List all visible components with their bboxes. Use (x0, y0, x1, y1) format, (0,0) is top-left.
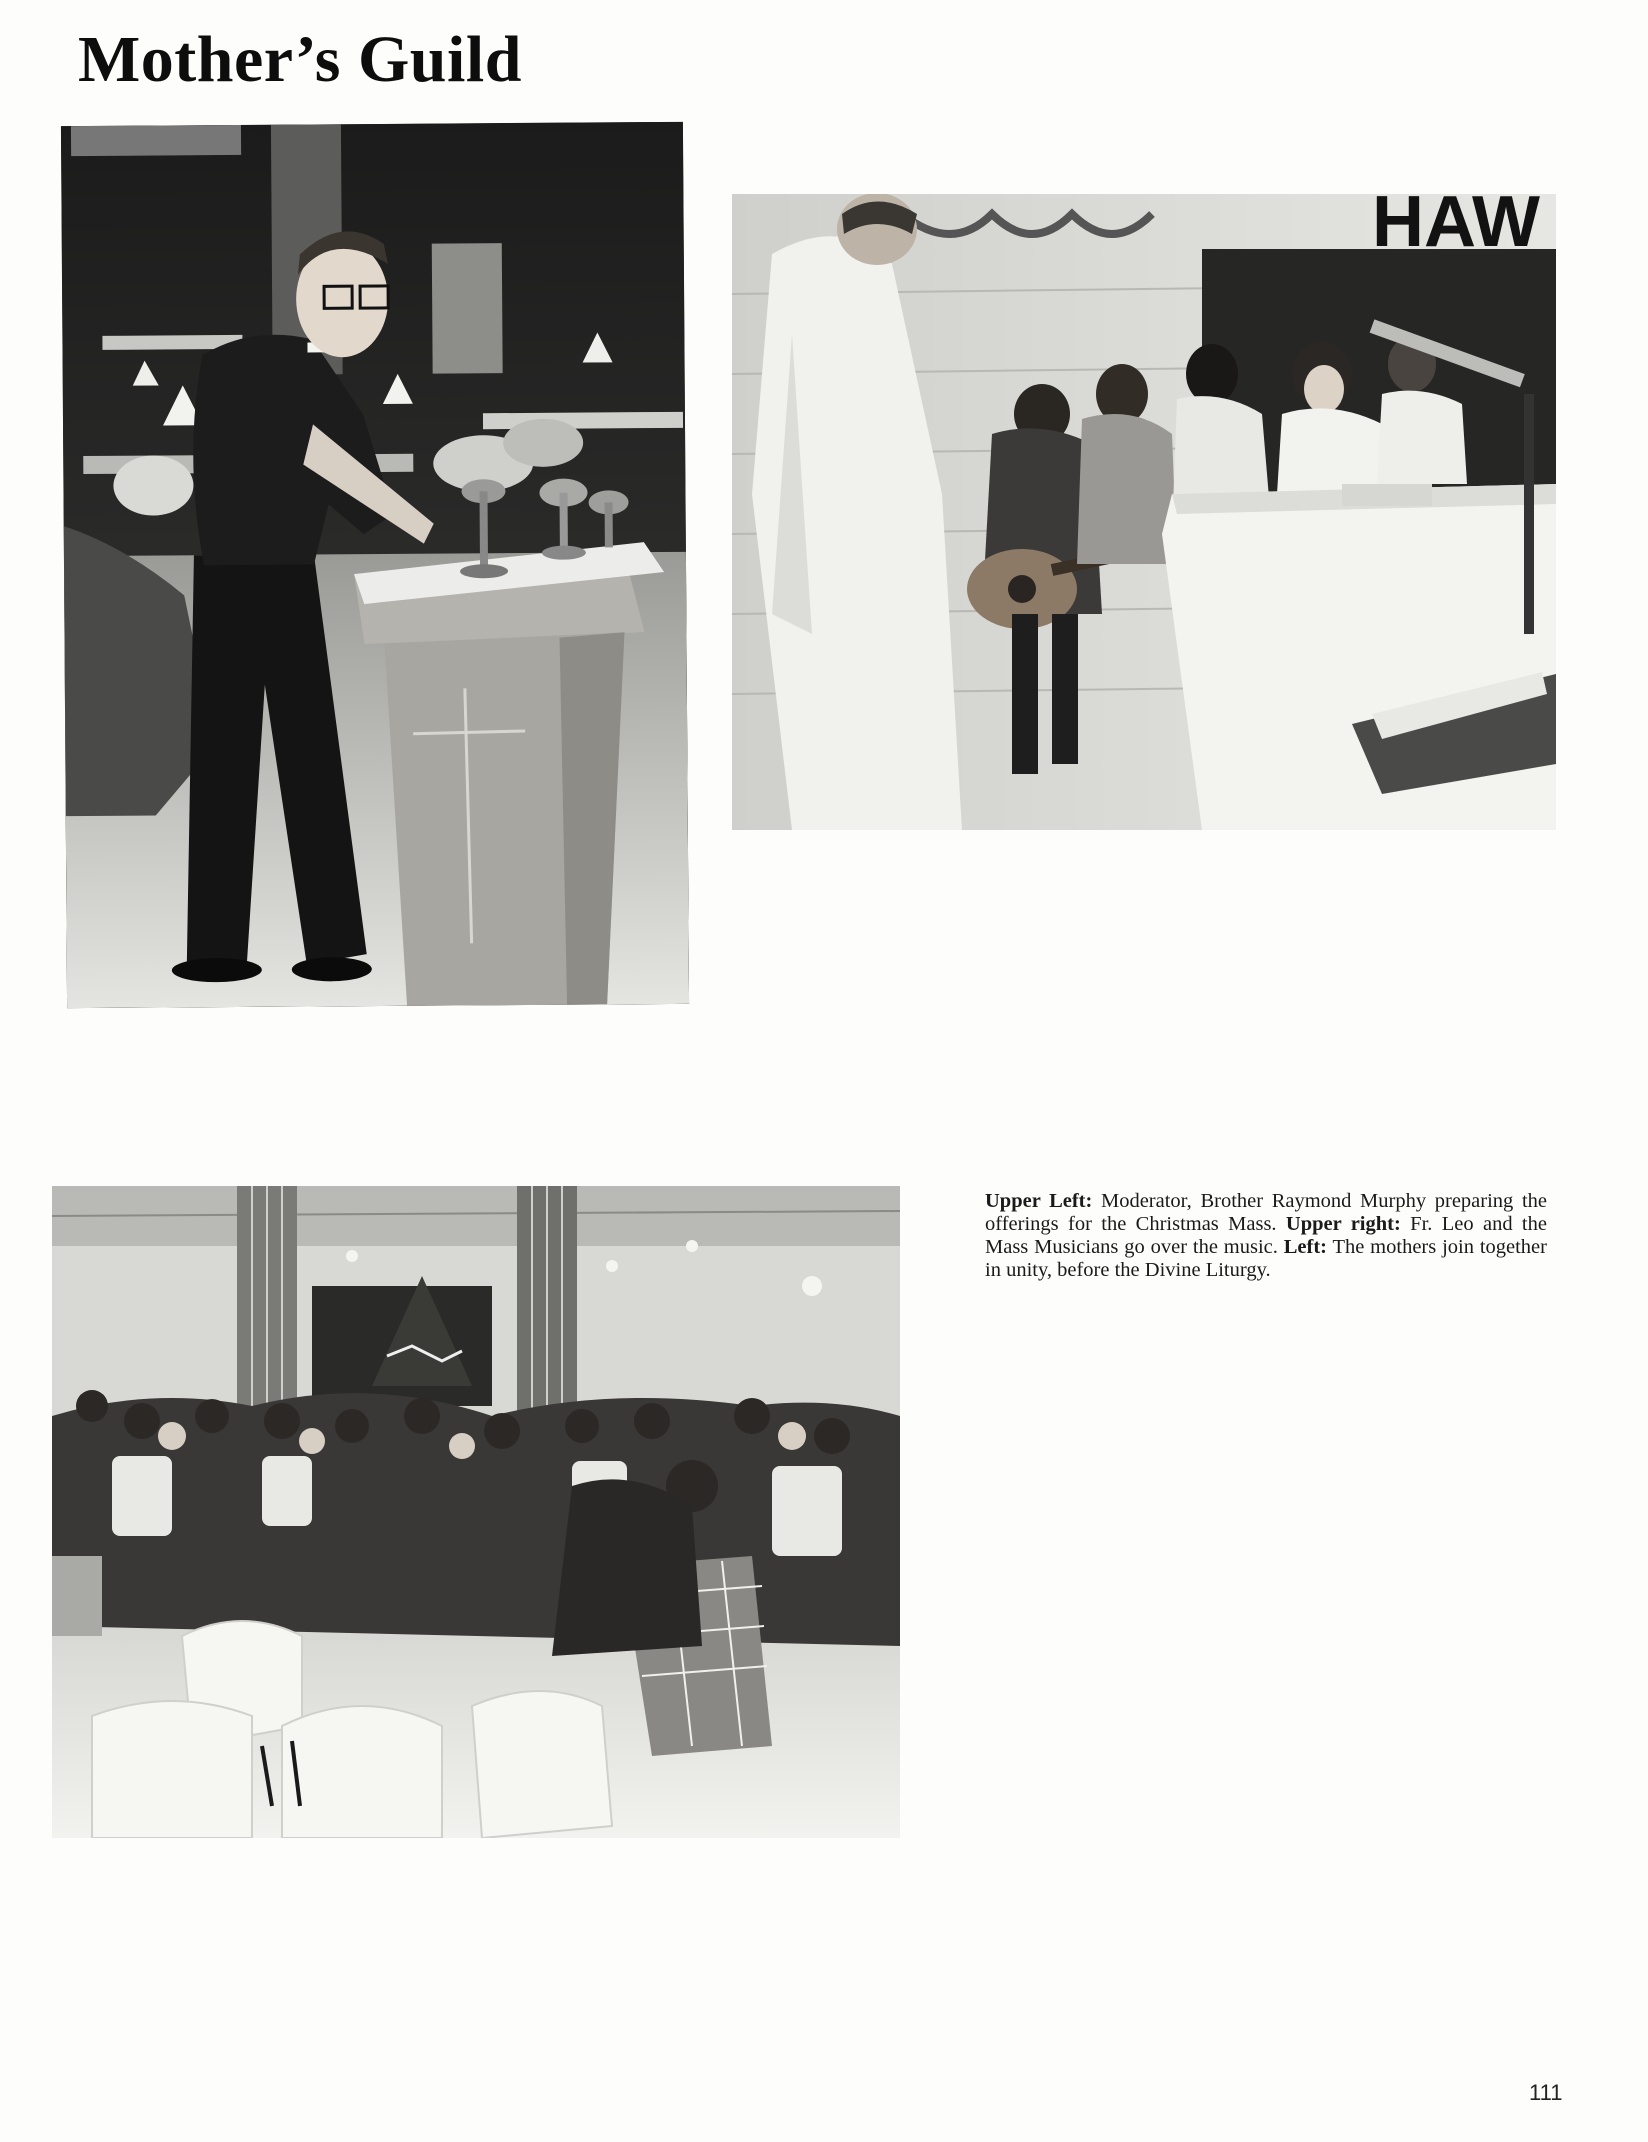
photo-caption (985, 1190, 1547, 1282)
caption-upper-right-label: Upper right: (1285, 1213, 1401, 1235)
caption-upper-left-label: Upper Left: (985, 1190, 1093, 1212)
caption-left-text: The mothers join together in unity, before the Divine Liturgy. (985, 1236, 1547, 1281)
caption-upper-left-text: Moderator, Brother Raymond Murphy preparing the offerings for the Christmas Mass. (985, 1190, 1547, 1235)
photo-mass-musicians (732, 194, 1556, 830)
photo-banner-text: HAW (1372, 194, 1540, 262)
photo-mothers-gathering (52, 1186, 900, 1838)
page-number: 111 (1529, 2080, 1563, 2105)
photo-moderator-preparing-offerings (61, 122, 689, 1008)
page-title: Mother’s Guild (78, 23, 522, 96)
caption-left-label: Left: (1283, 1236, 1327, 1258)
caption-upper-right-text: Fr. Leo and the Mass Musicians go over the music. (985, 1213, 1547, 1258)
